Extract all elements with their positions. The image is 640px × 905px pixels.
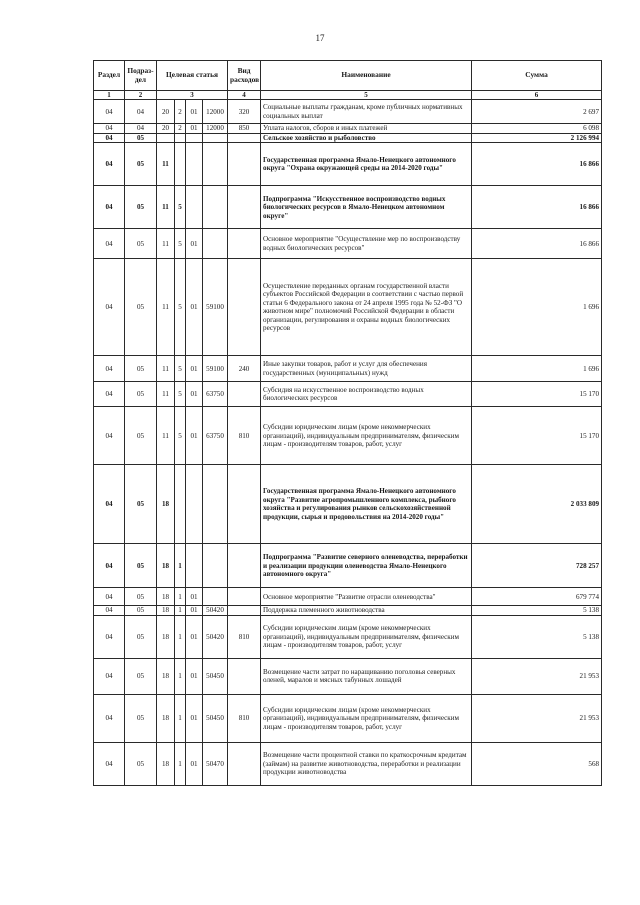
cell-direction: 12000: [203, 124, 228, 134]
cell-podrazdel: 05: [125, 465, 157, 544]
cell-subprogram: 1: [175, 742, 186, 785]
table-row: [94, 742, 602, 785]
cell-event: 01: [186, 658, 203, 694]
cell-podrazdel: 05: [125, 259, 157, 356]
cell-subprogram: 5: [175, 259, 186, 356]
table-row: [94, 356, 602, 382]
cell-podrazdel: 05: [125, 615, 157, 658]
cell-name: Субсидии юридическим лицам (кроме некоммерческих организаций), индивидуальным предпринимателям, физическим лицам - производителям товаров, работ, услуг: [261, 694, 472, 742]
cell-vid: 850: [228, 124, 261, 134]
cell-podrazdel: 05: [125, 133, 157, 143]
cell-event: 01: [186, 124, 203, 134]
cell-subprogram: [175, 143, 186, 186]
cell-name: Иные закупки товаров, работ и услуг для обеспечения государственных (муниципальных) нужд: [261, 356, 472, 382]
cell-event: 01: [186, 382, 203, 407]
cell-program: 18: [157, 658, 175, 694]
cell-name: Возмещение части процентной ставки по краткосрочным кредитам (займам) на развитие животноводства, переработки и реализации продукции животноводства: [261, 742, 472, 785]
cell-program: 18: [157, 615, 175, 658]
cell-event: [186, 544, 203, 588]
cell-name: Социальные выплаты гражданам, кроме публичных нормативных социальных выплат: [261, 100, 472, 124]
cell-program: 11: [157, 229, 175, 259]
cell-direction: 59100: [203, 356, 228, 382]
header-row: [94, 61, 602, 91]
cell-program: 18: [157, 694, 175, 742]
table-row: [94, 658, 602, 694]
cell-razdel: 04: [94, 133, 125, 143]
cell-event: [186, 143, 203, 186]
cell-direction: [203, 143, 228, 186]
cell-vid: [228, 259, 261, 356]
table-row: [94, 100, 602, 124]
table-row: [94, 694, 602, 742]
cell-sum: 21 953: [472, 658, 602, 694]
cell-subprogram: 1: [175, 544, 186, 588]
cell-name: Поддержка племенного животноводства: [261, 606, 472, 616]
cell-vid: 240: [228, 356, 261, 382]
header-target: Целевая статья: [157, 61, 228, 91]
cell-vid: [228, 465, 261, 544]
table-row: [94, 465, 602, 544]
cell-vid: 810: [228, 694, 261, 742]
cell-direction: 50470: [203, 742, 228, 785]
cell-sum: 16 866: [472, 186, 602, 229]
cell-sum: 5 138: [472, 606, 602, 616]
table-row: [94, 143, 602, 186]
cell-razdel: 04: [94, 356, 125, 382]
cell-sum: 21 953: [472, 694, 602, 742]
cell-podrazdel: 05: [125, 742, 157, 785]
table-body: [94, 100, 602, 786]
column-number: 1: [94, 91, 125, 100]
budget-table: [93, 60, 602, 786]
cell-event: 01: [186, 694, 203, 742]
table-row: [94, 133, 602, 143]
cell-event: [186, 186, 203, 229]
cell-name: Субсидии юридическим лицам (кроме некоммерческих организаций), индивидуальным предпринимателям, физическим лицам - производителям товаров, работ, услуг: [261, 615, 472, 658]
cell-vid: [228, 742, 261, 785]
cell-subprogram: 2: [175, 124, 186, 134]
cell-program: 18: [157, 544, 175, 588]
cell-program: 18: [157, 465, 175, 544]
cell-event: 01: [186, 615, 203, 658]
header-razdel: Раздел: [94, 61, 125, 91]
cell-podrazdel: 05: [125, 407, 157, 465]
cell-program: 11: [157, 382, 175, 407]
cell-direction: [203, 133, 228, 143]
cell-program: 18: [157, 742, 175, 785]
table-row: [94, 588, 602, 606]
cell-direction: [203, 186, 228, 229]
cell-direction: 50420: [203, 615, 228, 658]
cell-program: 11: [157, 259, 175, 356]
cell-sum: 15 170: [472, 407, 602, 465]
cell-vid: 810: [228, 407, 261, 465]
cell-name: Субсидии юридическим лицам (кроме некоммерческих организаций), индивидуальным предпринимателям, физическим лицам - производителям товаров, работ, услуг: [261, 407, 472, 465]
cell-sum: 679 774: [472, 588, 602, 606]
cell-podrazdel: 05: [125, 606, 157, 616]
cell-event: 01: [186, 742, 203, 785]
cell-sum: 1 696: [472, 356, 602, 382]
cell-name: Основное мероприятие "Развитие отрасли оленеводства": [261, 588, 472, 606]
cell-subprogram: [175, 465, 186, 544]
cell-event: [186, 133, 203, 143]
cell-event: [186, 465, 203, 544]
cell-subprogram: 1: [175, 694, 186, 742]
column-number: 4: [228, 91, 261, 100]
table-row: [94, 407, 602, 465]
cell-direction: 63750: [203, 382, 228, 407]
cell-razdel: 04: [94, 407, 125, 465]
cell-sum: 5 138: [472, 615, 602, 658]
cell-direction: [203, 544, 228, 588]
cell-razdel: 04: [94, 229, 125, 259]
cell-sum: 2 126 994: [472, 133, 602, 143]
cell-razdel: 04: [94, 588, 125, 606]
cell-event: 01: [186, 356, 203, 382]
cell-name: Подпрограмма "Искусственное воспроизводство водных биологических ресурсов в Ямало-Ненецком автономном округе": [261, 186, 472, 229]
cell-razdel: 04: [94, 382, 125, 407]
cell-vid: [228, 229, 261, 259]
header-name: Наименование: [261, 61, 472, 91]
page-number: 17: [315, 33, 325, 43]
cell-podrazdel: 05: [125, 143, 157, 186]
cell-sum: 2 697: [472, 100, 602, 124]
table-row: [94, 606, 602, 616]
cell-razdel: 04: [94, 143, 125, 186]
cell-name: Возмещение части затрат по наращиванию поголовья северных оленей, маралов и мясных табунных лошадей: [261, 658, 472, 694]
cell-podrazdel: 05: [125, 382, 157, 407]
table-row: [94, 124, 602, 134]
cell-razdel: 04: [94, 259, 125, 356]
column-number: 3: [157, 91, 228, 100]
cell-podrazdel: 05: [125, 186, 157, 229]
cell-event: 01: [186, 588, 203, 606]
cell-podrazdel: 04: [125, 100, 157, 124]
cell-program: 11: [157, 407, 175, 465]
cell-sum: 15 170: [472, 382, 602, 407]
cell-subprogram: 1: [175, 615, 186, 658]
cell-vid: [228, 143, 261, 186]
cell-name: Субсидия на искусственное воспроизводство водных биологических ресурсов: [261, 382, 472, 407]
cell-sum: 568: [472, 742, 602, 785]
cell-subprogram: 1: [175, 658, 186, 694]
cell-podrazdel: 05: [125, 694, 157, 742]
cell-razdel: 04: [94, 615, 125, 658]
cell-program: 11: [157, 143, 175, 186]
cell-podrazdel: 05: [125, 544, 157, 588]
column-number: 5: [261, 91, 472, 100]
cell-razdel: 04: [94, 606, 125, 616]
cell-direction: 50450: [203, 694, 228, 742]
cell-podrazdel: 05: [125, 356, 157, 382]
cell-vid: [228, 588, 261, 606]
cell-sum: 16 866: [472, 143, 602, 186]
cell-name: Государственная программа Ямало-Ненецкого автономного округа "Развитие агропромышленного комплекса, рыбного хозяйства и регулирования рынков сельскохозяйственной продукции, сырья и продовольствия на 2014-2020 годы": [261, 465, 472, 544]
cell-subprogram: 2: [175, 100, 186, 124]
cell-razdel: 04: [94, 100, 125, 124]
table-row: [94, 229, 602, 259]
cell-name: Уплата налогов, сборов и иных платежей: [261, 124, 472, 134]
cell-direction: 12000: [203, 100, 228, 124]
cell-vid: [228, 658, 261, 694]
cell-program: 18: [157, 588, 175, 606]
cell-podrazdel: 05: [125, 229, 157, 259]
cell-direction: 50450: [203, 658, 228, 694]
cell-event: 01: [186, 100, 203, 124]
table-row: [94, 259, 602, 356]
header-vid: Вид расходов: [228, 61, 261, 91]
table-row: [94, 382, 602, 407]
cell-vid: 810: [228, 615, 261, 658]
cell-direction: 63750: [203, 407, 228, 465]
cell-vid: [228, 544, 261, 588]
header-sum: Сумма: [472, 61, 602, 91]
table-row: [94, 186, 602, 229]
cell-program: 20: [157, 100, 175, 124]
cell-program: 11: [157, 186, 175, 229]
cell-program: 20: [157, 124, 175, 134]
cell-razdel: 04: [94, 658, 125, 694]
cell-razdel: 04: [94, 742, 125, 785]
cell-vid: [228, 606, 261, 616]
cell-razdel: 04: [94, 465, 125, 544]
cell-event: 01: [186, 407, 203, 465]
cell-podrazdel: 05: [125, 658, 157, 694]
cell-subprogram: 5: [175, 186, 186, 229]
table-row: [94, 544, 602, 588]
cell-sum: 2 033 809: [472, 465, 602, 544]
cell-vid: [228, 186, 261, 229]
cell-direction: [203, 588, 228, 606]
cell-vid: [228, 382, 261, 407]
cell-direction: [203, 465, 228, 544]
cell-sum: 16 866: [472, 229, 602, 259]
cell-event: 01: [186, 606, 203, 616]
cell-subprogram: 5: [175, 407, 186, 465]
cell-name: Основное мероприятие "Осуществление мер по воспроизводству водных биологических ресурсов": [261, 229, 472, 259]
cell-direction: 50420: [203, 606, 228, 616]
cell-subprogram: 1: [175, 588, 186, 606]
cell-name: Осуществление переданных органам государственной власти субъектов Российской Федерации в соответствии с частью первой статьи 6 Федерального закона от 24 апреля 1995 года № 52-ФЗ "О животном мире" полномочий Российской Федерации в области организации, регулирования и охраны водных биологических ресурсов: [261, 259, 472, 356]
cell-name: Государственная программа Ямало-Ненецкого автономного округа "Охрана окружающей среды на 2014-2020 годы": [261, 143, 472, 186]
cell-program: 11: [157, 356, 175, 382]
cell-event: 01: [186, 229, 203, 259]
cell-razdel: 04: [94, 544, 125, 588]
column-number-row: [94, 91, 602, 100]
cell-razdel: 04: [94, 186, 125, 229]
cell-name: Подпрограмма "Развитие северного оленеводства, переработки и реализации продукции оленеводства Ямало-Ненецкого автономного округа": [261, 544, 472, 588]
cell-razdel: 04: [94, 694, 125, 742]
cell-razdel: 04: [94, 124, 125, 134]
cell-subprogram: 1: [175, 606, 186, 616]
cell-subprogram: 5: [175, 229, 186, 259]
cell-sum: 6 098: [472, 124, 602, 134]
cell-program: 18: [157, 606, 175, 616]
column-number: 6: [472, 91, 602, 100]
cell-podrazdel: 04: [125, 124, 157, 134]
cell-vid: [228, 133, 261, 143]
cell-subprogram: 5: [175, 356, 186, 382]
cell-name: Сельское хозяйство и рыболовство: [261, 133, 472, 143]
cell-direction: [203, 229, 228, 259]
cell-sum: 728 257: [472, 544, 602, 588]
column-number: 2: [125, 91, 157, 100]
cell-subprogram: [175, 133, 186, 143]
cell-direction: 59100: [203, 259, 228, 356]
header-podrazdel: Подраз-дел: [125, 61, 157, 91]
cell-event: 01: [186, 259, 203, 356]
cell-subprogram: 5: [175, 382, 186, 407]
cell-vid: 320: [228, 100, 261, 124]
cell-podrazdel: 05: [125, 588, 157, 606]
cell-program: [157, 133, 175, 143]
table-row: [94, 615, 602, 658]
cell-sum: 1 696: [472, 259, 602, 356]
